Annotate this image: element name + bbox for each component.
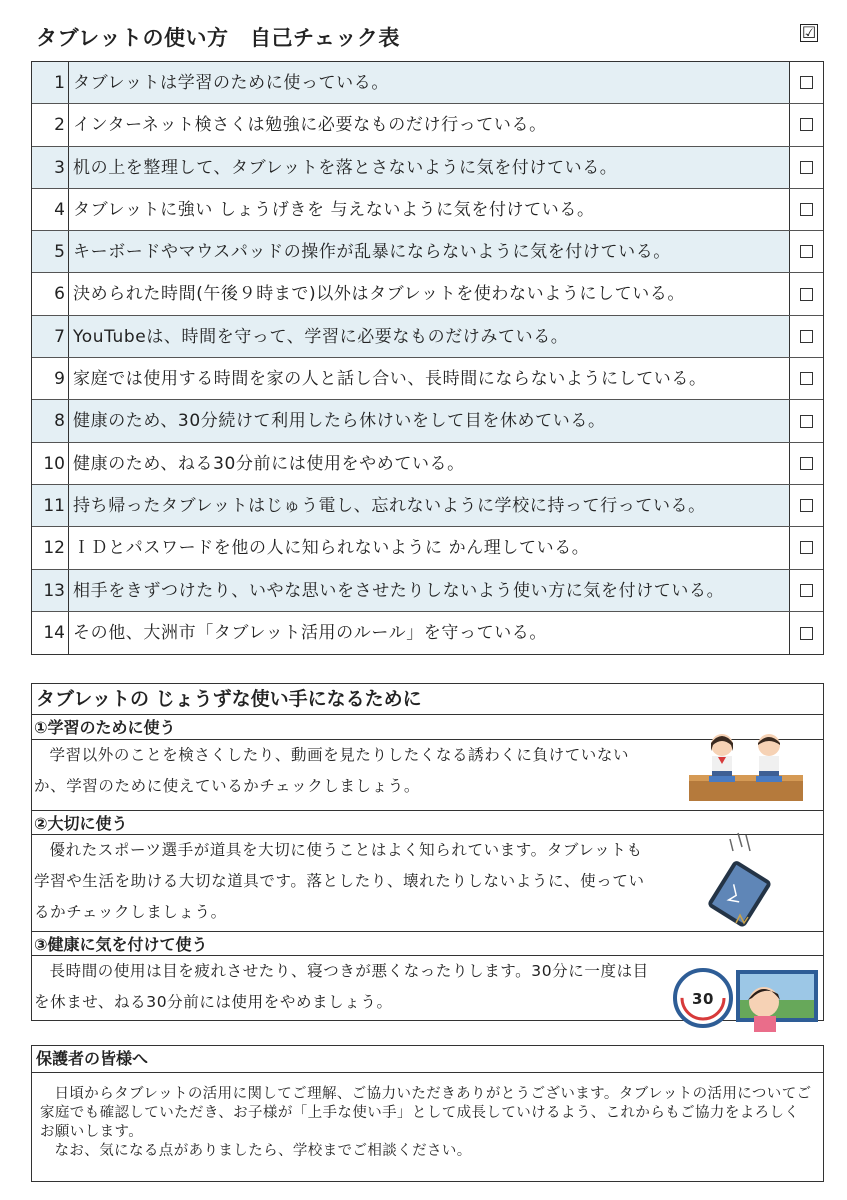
checklist-checkbox[interactable] bbox=[790, 400, 823, 441]
checklist-row bbox=[32, 358, 823, 400]
checklist-checkbox[interactable] bbox=[790, 62, 823, 103]
checklist-number: 2 bbox=[32, 104, 69, 145]
checklist-item-text: タブレットは学習のために使っている。 bbox=[69, 62, 790, 103]
checklist-number: 4 bbox=[32, 189, 69, 230]
checklist-item-text: YouTubeは、時間を守って、学習に必要なものだけみている。 bbox=[69, 316, 790, 357]
checklist-number: 14 bbox=[32, 612, 69, 654]
tip-body-study-wrap bbox=[32, 740, 823, 810]
checklist-item-text: ＩＤとパスワードを他の人に知られないように かん理している。 bbox=[69, 527, 790, 568]
checklist-row bbox=[32, 612, 823, 654]
checklist-item-text: 健康のため、ねる30分前には使用をやめている。 bbox=[69, 443, 790, 484]
checklist-row bbox=[32, 316, 823, 358]
checklist-item-text: 相手をきずつけたり、いやな思いをさせたりしないよう使い方に気を付けている。 bbox=[69, 570, 790, 611]
checklist-number: 12 bbox=[32, 527, 69, 568]
tips-section bbox=[31, 683, 824, 1021]
parents-notice bbox=[31, 1045, 824, 1182]
checklist-row bbox=[32, 527, 823, 569]
tip-body-health: 長時間の使用は目を疲れさせたり、寝つきが悪くなったりします。30分に一度は目を休ませ、ねる30分前には使用をやめましょう。 bbox=[34, 962, 649, 1011]
tip-heading-study: ①学習のために使う bbox=[32, 715, 823, 740]
checklist-item-text: 決められた時間(午後９時まで)以外はタブレットを使わないようにしている。 bbox=[69, 273, 790, 314]
checklist-row bbox=[32, 400, 823, 442]
clock-label: 30 bbox=[691, 990, 715, 1008]
checklist-row bbox=[32, 570, 823, 612]
tip-body-study: 学習以外のことを検さくしたり、動画を見たりしたくなる誘わくに負けていないか、学習のために使えているかチェックしましょう。 bbox=[34, 746, 630, 795]
checkbox-square-icon bbox=[800, 415, 813, 428]
parents-paragraph-2: なお、気になる点がありましたら、学校までご相談ください。 bbox=[54, 1143, 472, 1159]
checklist-item-text: 健康のため、30分続けて利用したら休けいをして目を休めている。 bbox=[69, 400, 790, 441]
checklist-number: 13 bbox=[32, 570, 69, 611]
checklist-row bbox=[32, 273, 823, 315]
checklist-item-text: 机の上を整理して、タブレットを落とさないように気を付けている。 bbox=[69, 147, 790, 188]
checklist-row bbox=[32, 189, 823, 231]
checklist-number: 5 bbox=[32, 231, 69, 272]
checklist-item-text: キーボードやマウスパッドの操作が乱暴にならないように気を付けている。 bbox=[69, 231, 790, 272]
checkbox-square-icon bbox=[800, 499, 813, 512]
checkbox-square-icon bbox=[800, 584, 813, 597]
checkbox-square-icon bbox=[800, 288, 813, 301]
parents-heading: 保護者の皆様へ bbox=[32, 1046, 823, 1073]
checklist-number: 9 bbox=[32, 358, 69, 399]
parents-paragraph-1: 日頃からタブレットの活用に関してご理解、ご協力いただきありがとうございます。タブレットの活用についてご家庭でも確認していただき、お子様が「上手な使い手」として成長していけるよう、これからもご協力をよろしくお願いします。 bbox=[40, 1086, 812, 1140]
checkbox-square-icon bbox=[800, 627, 813, 640]
checklist-item-text: 家庭では使用する時間を家の人と話し合い、長時間にならないようにしている。 bbox=[69, 358, 790, 399]
checklist-table bbox=[31, 61, 824, 655]
header-checkbox: ☑ bbox=[801, 23, 817, 42]
checklist-row bbox=[32, 147, 823, 189]
tip-heading-health: ③健康に気を付けて使う bbox=[32, 931, 823, 956]
page-title: タブレットの使い方 自己チェック表 bbox=[36, 26, 400, 50]
tip-body-health-wrap bbox=[32, 956, 823, 1046]
checklist-row bbox=[32, 62, 823, 104]
checklist-checkbox[interactable] bbox=[790, 443, 823, 484]
checklist-number: 7 bbox=[32, 316, 69, 357]
checklist-checkbox[interactable] bbox=[790, 316, 823, 357]
tips-title: タブレットの じょうずな使い手になるために bbox=[32, 684, 823, 715]
checklist-item-text: その他、大洲市「タブレット活用のルール」を守っている。 bbox=[69, 612, 790, 654]
checklist-row bbox=[32, 104, 823, 146]
checkbox-square-icon bbox=[800, 118, 813, 131]
checkbox-square-icon bbox=[800, 372, 813, 385]
checklist-row bbox=[32, 231, 823, 273]
checklist-checkbox[interactable] bbox=[790, 231, 823, 272]
tip-body-care-wrap bbox=[32, 835, 823, 931]
checklist-row bbox=[32, 485, 823, 527]
checklist-checkbox[interactable] bbox=[790, 358, 823, 399]
checkbox-square-icon bbox=[800, 457, 813, 470]
checklist-checkbox[interactable] bbox=[790, 527, 823, 568]
checklist-checkbox[interactable] bbox=[790, 612, 823, 654]
tip-heading-care: ②大切に使う bbox=[32, 810, 823, 835]
checkbox-square-icon bbox=[800, 203, 813, 216]
checkbox-square-icon bbox=[800, 76, 813, 89]
checklist-checkbox[interactable] bbox=[790, 570, 823, 611]
checklist-checkbox[interactable] bbox=[790, 104, 823, 145]
checklist-checkbox[interactable] bbox=[790, 485, 823, 526]
checklist-number: 6 bbox=[32, 273, 69, 314]
checklist-item-text: 持ち帰ったタブレットはじゅう電し、忘れないように学校に持って行っている。 bbox=[69, 485, 790, 526]
checkbox-square-icon bbox=[800, 330, 813, 343]
checklist-row bbox=[32, 443, 823, 485]
checklist-checkbox[interactable] bbox=[790, 273, 823, 314]
checklist-item-text: インターネット検さくは勉強に必要なものだけ行っている。 bbox=[69, 104, 790, 145]
checkbox-square-icon bbox=[800, 245, 813, 258]
dropping-tablet-icon bbox=[700, 831, 780, 929]
parents-body bbox=[32, 1073, 823, 1161]
checkbox-square-icon bbox=[800, 541, 813, 554]
students-studying-icon bbox=[687, 731, 805, 807]
checklist-number: 8 bbox=[32, 400, 69, 441]
checkbox-square-icon bbox=[800, 161, 813, 174]
checklist-number: 11 bbox=[32, 485, 69, 526]
checklist-number: 1 bbox=[32, 62, 69, 103]
clock-and-screen-icon bbox=[670, 964, 820, 1038]
checklist-number: 3 bbox=[32, 147, 69, 188]
checklist-checkbox[interactable] bbox=[790, 189, 823, 230]
checklist-checkbox[interactable] bbox=[790, 147, 823, 188]
tip-body-care: 優れたスポーツ選手が道具を大切に使うことはよく知られています。タブレットも学習や生活を助ける大切な道具です。落としたり、壊れたりしないように、使っているかチェックしましょう。 bbox=[34, 841, 645, 921]
checklist-item-text: タブレットに強い しょうげきを 与えないように気を付けている。 bbox=[69, 189, 790, 230]
checklist-number: 10 bbox=[32, 443, 69, 484]
